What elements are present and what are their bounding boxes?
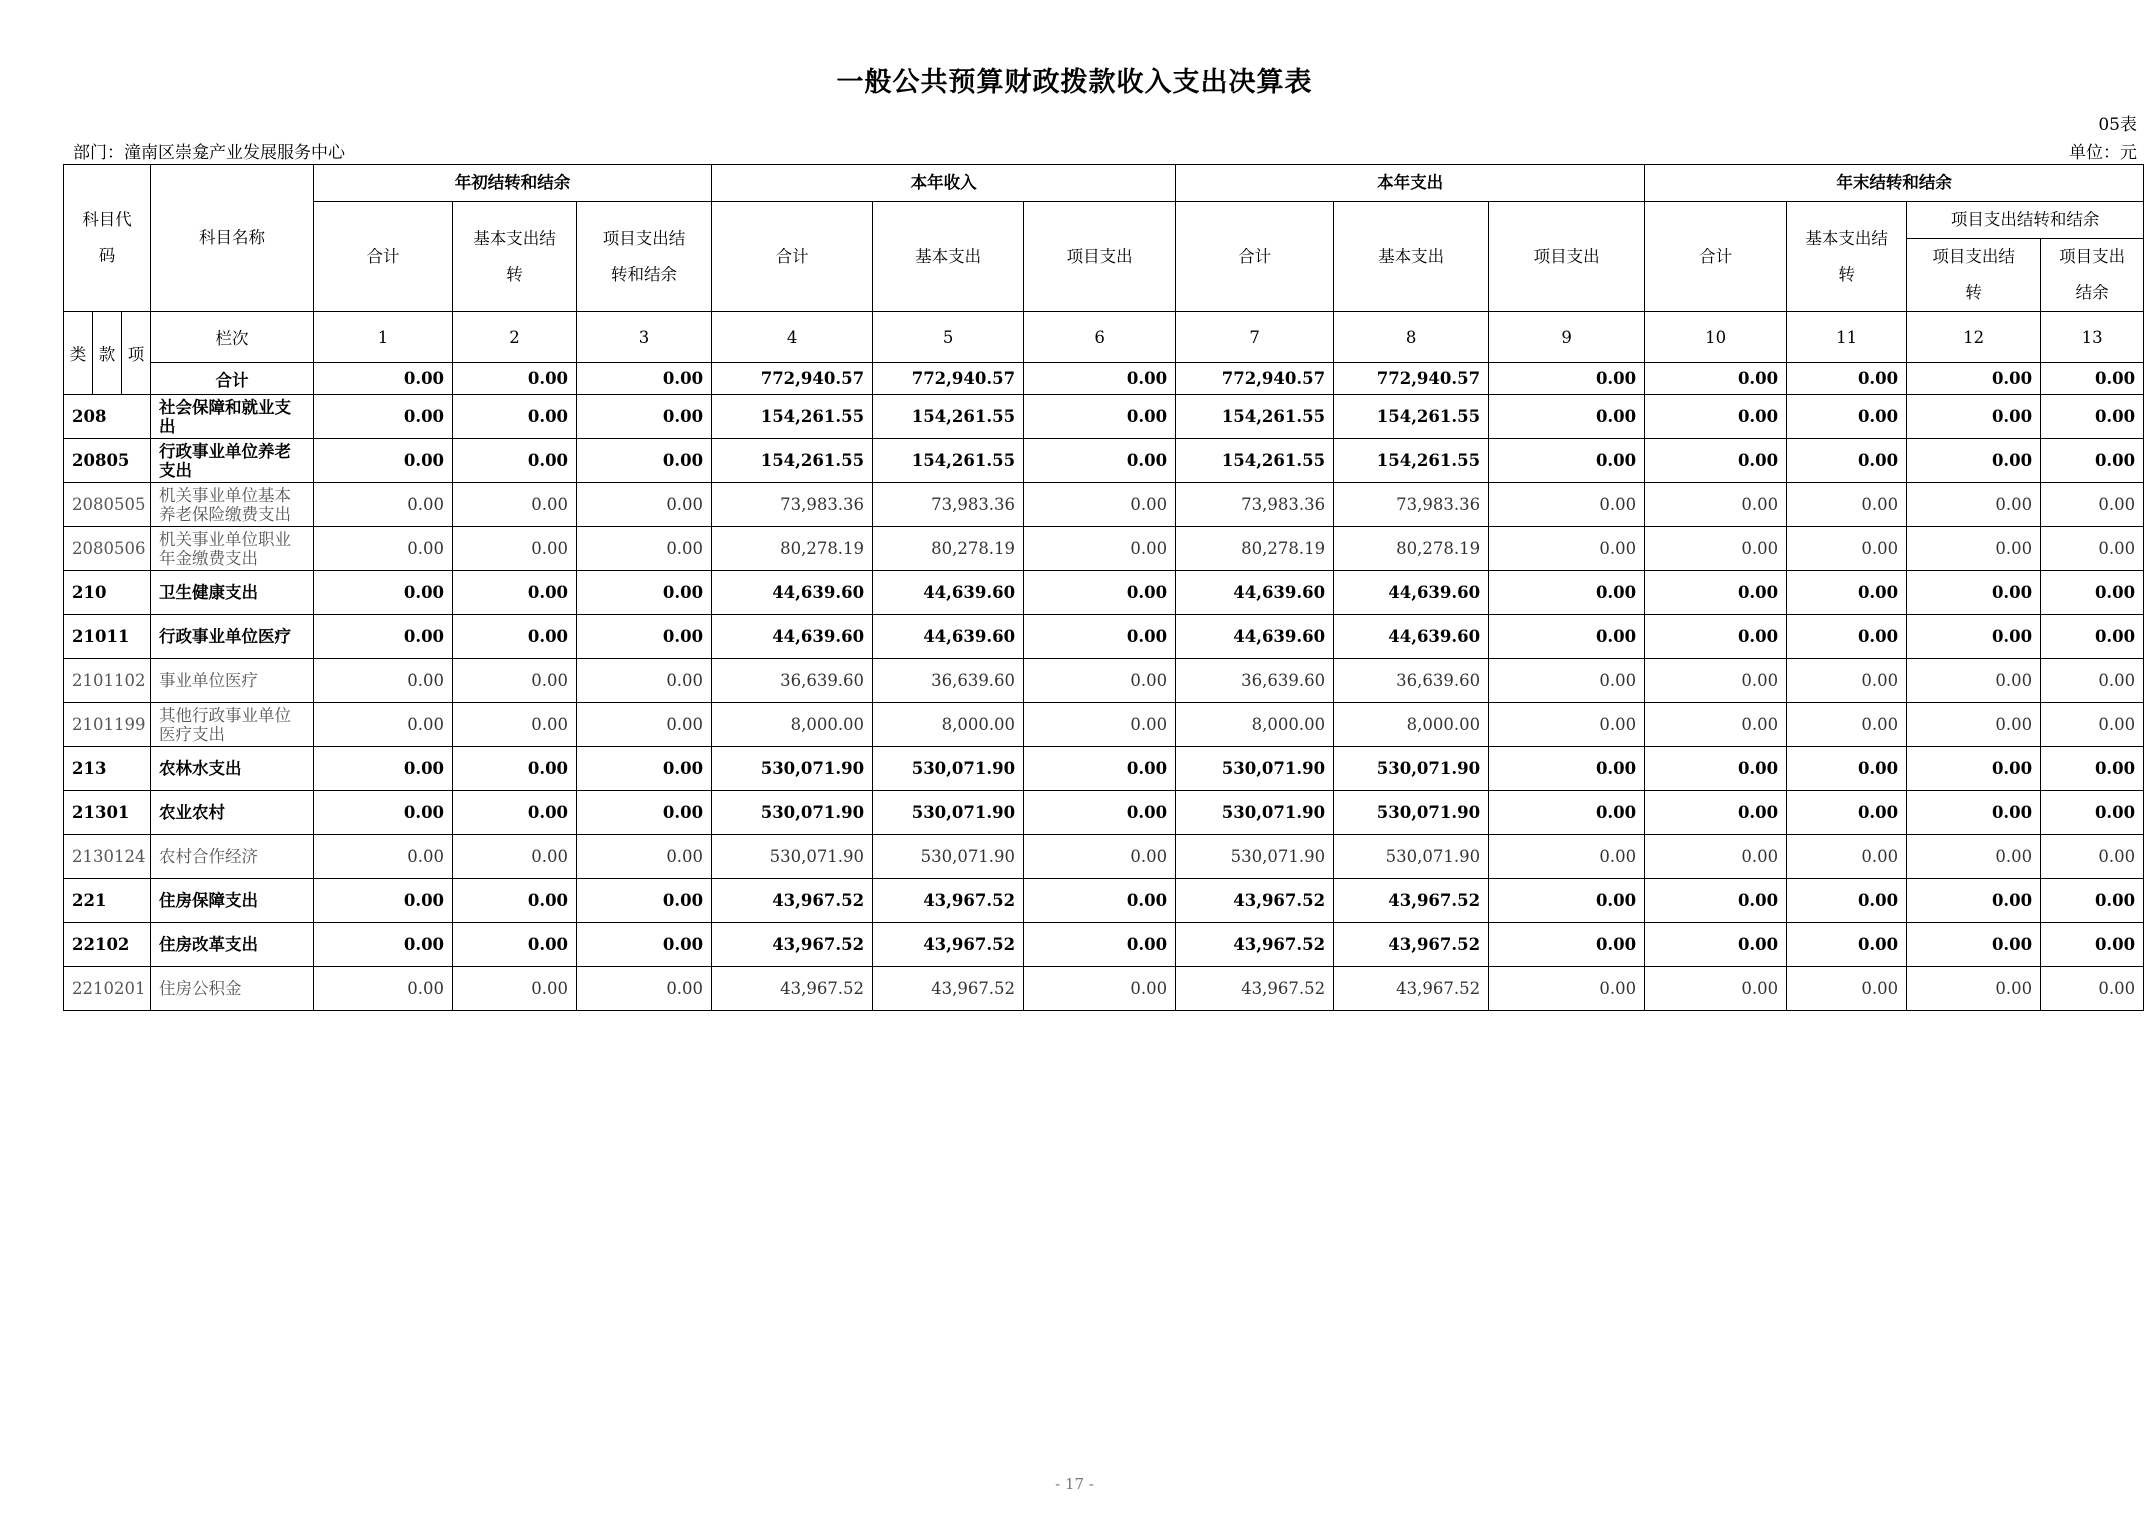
table-row — [64, 439, 2144, 483]
total-cell: 0.00 — [1024, 363, 1176, 395]
subject-name: 机关事业单位基本养老保险缴费支出 — [151, 483, 314, 527]
total-cell: 772,940.57 — [1176, 363, 1334, 395]
amount-cell: 0.00 — [1907, 527, 2041, 571]
amount-cell: 154,261.55 — [1334, 439, 1489, 483]
amount-cell: 36,639.60 — [712, 659, 873, 703]
amount-cell: 0.00 — [2041, 571, 2144, 615]
amount-cell: 0.00 — [1024, 615, 1176, 659]
amount-cell: 0.00 — [1645, 615, 1787, 659]
amount-cell: 0.00 — [1024, 395, 1176, 439]
subject-name: 农业农村 — [151, 791, 314, 835]
amount-cell: 0.00 — [2041, 835, 2144, 879]
col-number: 11 — [1787, 312, 1907, 363]
amount-cell: 530,071.90 — [873, 747, 1024, 791]
amount-cell: 530,071.90 — [712, 791, 873, 835]
amount-cell: 530,071.90 — [873, 835, 1024, 879]
amount-cell: 0.00 — [314, 527, 453, 571]
amount-cell: 0.00 — [577, 879, 712, 923]
amount-cell: 0.00 — [1489, 395, 1645, 439]
amount-cell: 43,967.52 — [1334, 967, 1489, 1011]
amount-cell: 0.00 — [1024, 747, 1176, 791]
unit-label: 单位： — [2069, 143, 2120, 163]
amount-cell: 0.00 — [1787, 791, 1907, 835]
table-row — [64, 483, 2144, 527]
amount-cell: 0.00 — [1024, 967, 1176, 1011]
amount-cell: 0.00 — [577, 439, 712, 483]
amount-cell: 0.00 — [1907, 659, 2041, 703]
amount-cell: 43,967.52 — [1176, 923, 1334, 967]
subject-code: 221 — [64, 879, 151, 923]
total-cell: 772,940.57 — [873, 363, 1024, 395]
amount-cell: 0.00 — [453, 439, 577, 483]
subject-code: 2130124 — [64, 835, 151, 879]
amount-cell: 0.00 — [1645, 659, 1787, 703]
amount-cell: 530,071.90 — [1176, 835, 1334, 879]
amount-cell: 0.00 — [577, 791, 712, 835]
header-group-begin: 年初结转和结余 — [314, 165, 712, 202]
amount-cell: 530,071.90 — [1176, 791, 1334, 835]
amount-cell: 0.00 — [314, 923, 453, 967]
amount-cell: 0.00 — [1489, 747, 1645, 791]
amount-cell: 0.00 — [1907, 835, 2041, 879]
amount-cell: 0.00 — [577, 747, 712, 791]
amount-cell: 154,261.55 — [1176, 395, 1334, 439]
amount-cell: 44,639.60 — [873, 571, 1024, 615]
amount-cell: 0.00 — [314, 703, 453, 747]
subject-code: 21011 — [64, 615, 151, 659]
amount-cell: 0.00 — [314, 659, 453, 703]
amount-cell: 0.00 — [2041, 615, 2144, 659]
amount-cell: 0.00 — [2041, 967, 2144, 1011]
header-xiang: 项 — [122, 312, 151, 395]
header-income-basic: 基本支出 — [873, 202, 1024, 312]
amount-cell: 43,967.52 — [1334, 879, 1489, 923]
table-row — [64, 659, 2144, 703]
amount-cell: 0.00 — [314, 791, 453, 835]
amount-cell: 0.00 — [1024, 703, 1176, 747]
table-row — [64, 879, 2144, 923]
unit-value: 元 — [2120, 143, 2137, 163]
subject-code: 2080505 — [64, 483, 151, 527]
col-number: 3 — [577, 312, 712, 363]
header-end-project-surplus: 项目支出 结余 — [2041, 239, 2144, 312]
header-expense-project: 项目支出 — [1489, 202, 1645, 312]
col-number: 12 — [1907, 312, 2041, 363]
amount-cell: 0.00 — [1907, 615, 2041, 659]
amount-cell: 0.00 — [453, 791, 577, 835]
amount-cell: 0.00 — [1489, 835, 1645, 879]
subject-name: 卫生健康支出 — [151, 571, 314, 615]
amount-cell: 154,261.55 — [1176, 439, 1334, 483]
amount-cell: 73,983.36 — [1176, 483, 1334, 527]
amount-cell: 0.00 — [1787, 439, 1907, 483]
amount-cell: 154,261.55 — [873, 439, 1024, 483]
amount-cell: 530,071.90 — [1176, 747, 1334, 791]
header-begin-total: 合计 — [314, 202, 453, 312]
amount-cell: 0.00 — [577, 483, 712, 527]
amount-cell: 80,278.19 — [1176, 527, 1334, 571]
amount-cell: 43,967.52 — [712, 923, 873, 967]
amount-cell: 0.00 — [453, 835, 577, 879]
amount-cell: 0.00 — [577, 835, 712, 879]
amount-cell: 0.00 — [453, 879, 577, 923]
total-cell: 0.00 — [577, 363, 712, 395]
amount-cell: 73,983.36 — [873, 483, 1024, 527]
col-number: 2 — [453, 312, 577, 363]
amount-cell: 0.00 — [1645, 791, 1787, 835]
amount-cell: 530,071.90 — [1334, 747, 1489, 791]
amount-cell: 44,639.60 — [712, 615, 873, 659]
amount-cell: 0.00 — [1024, 571, 1176, 615]
table-row — [64, 835, 2144, 879]
amount-cell: 154,261.55 — [873, 395, 1024, 439]
amount-cell: 0.00 — [1787, 879, 1907, 923]
table-row — [64, 747, 2144, 791]
header-lei: 类 — [64, 312, 93, 395]
header-subject-name: 科目名称 — [151, 165, 314, 312]
amount-cell: 36,639.60 — [1334, 659, 1489, 703]
amount-cell: 0.00 — [453, 747, 577, 791]
amount-cell: 0.00 — [577, 967, 712, 1011]
total-cell: 0.00 — [314, 363, 453, 395]
department-label: 部门： — [73, 143, 124, 163]
amount-cell: 530,071.90 — [712, 835, 873, 879]
amount-cell: 530,071.90 — [1334, 791, 1489, 835]
col-number: 5 — [873, 312, 1024, 363]
subject-name: 农村合作经济 — [151, 835, 314, 879]
subject-code: 2101102 — [64, 659, 151, 703]
amount-cell: 0.00 — [453, 483, 577, 527]
amount-cell: 0.00 — [2041, 659, 2144, 703]
header-group-end: 年末结转和结余 — [1645, 165, 2144, 202]
amount-cell: 0.00 — [1645, 439, 1787, 483]
amount-cell: 0.00 — [314, 967, 453, 1011]
amount-cell: 0.00 — [453, 571, 577, 615]
header-lanci: 栏次 — [151, 312, 314, 363]
amount-cell: 0.00 — [577, 703, 712, 747]
amount-cell: 0.00 — [1907, 967, 2041, 1011]
subject-code: 20805 — [64, 439, 151, 483]
amount-cell: 0.00 — [1645, 703, 1787, 747]
amount-cell: 0.00 — [453, 659, 577, 703]
amount-cell: 0.00 — [1787, 923, 1907, 967]
amount-cell: 0.00 — [1489, 571, 1645, 615]
amount-cell: 36,639.60 — [873, 659, 1024, 703]
header-begin-project-carry: 项目支出结 转和结余 — [577, 202, 712, 312]
amount-cell: 0.00 — [1024, 923, 1176, 967]
header-end-project-carry: 项目支出结 转 — [1907, 239, 2041, 312]
amount-cell: 0.00 — [1645, 571, 1787, 615]
amount-cell: 0.00 — [314, 615, 453, 659]
col-number: 8 — [1334, 312, 1489, 363]
total-cell: 0.00 — [2041, 363, 2144, 395]
total-cell: 0.00 — [1645, 363, 1787, 395]
amount-cell: 0.00 — [577, 527, 712, 571]
page-title: 一般公共预算财政拨款收入支出决算表 — [836, 67, 1313, 98]
amount-cell: 0.00 — [1489, 967, 1645, 1011]
amount-cell: 0.00 — [1787, 527, 1907, 571]
amount-cell: 0.00 — [1907, 747, 2041, 791]
amount-cell: 43,967.52 — [1176, 967, 1334, 1011]
col-number: 10 — [1645, 312, 1787, 363]
amount-cell: 0.00 — [453, 615, 577, 659]
header-income-project: 项目支出 — [1024, 202, 1176, 312]
total-cell: 772,940.57 — [712, 363, 873, 395]
amount-cell: 44,639.60 — [1176, 571, 1334, 615]
amount-cell: 0.00 — [1907, 879, 2041, 923]
amount-cell: 0.00 — [1787, 659, 1907, 703]
amount-cell: 73,983.36 — [1334, 483, 1489, 527]
amount-cell: 0.00 — [1907, 439, 2041, 483]
amount-cell: 44,639.60 — [1334, 571, 1489, 615]
amount-cell: 0.00 — [1907, 923, 2041, 967]
amount-cell: 0.00 — [1489, 879, 1645, 923]
amount-cell: 0.00 — [2041, 527, 2144, 571]
amount-cell: 0.00 — [1907, 791, 2041, 835]
amount-cell: 0.00 — [1489, 615, 1645, 659]
subject-code: 22102 — [64, 923, 151, 967]
total-cell: 0.00 — [1787, 363, 1907, 395]
amount-cell: 0.00 — [1489, 439, 1645, 483]
amount-cell: 0.00 — [314, 571, 453, 615]
amount-cell: 0.00 — [1489, 659, 1645, 703]
amount-cell: 0.00 — [2041, 923, 2144, 967]
amount-cell: 0.00 — [2041, 747, 2144, 791]
amount-cell: 0.00 — [577, 571, 712, 615]
amount-cell: 0.00 — [1489, 527, 1645, 571]
amount-cell: 8,000.00 — [1334, 703, 1489, 747]
table-row — [64, 791, 2144, 835]
amount-cell: 0.00 — [314, 747, 453, 791]
amount-cell: 0.00 — [314, 835, 453, 879]
amount-cell: 0.00 — [2041, 879, 2144, 923]
amount-cell: 154,261.55 — [712, 395, 873, 439]
budget-table — [63, 164, 2144, 1011]
header-group-income: 本年收入 — [712, 165, 1176, 202]
amount-cell: 0.00 — [1787, 835, 1907, 879]
amount-cell: 530,071.90 — [873, 791, 1024, 835]
amount-cell: 0.00 — [1024, 879, 1176, 923]
subject-code: 21301 — [64, 791, 151, 835]
amount-cell: 154,261.55 — [1334, 395, 1489, 439]
amount-cell: 0.00 — [453, 967, 577, 1011]
subject-code: 213 — [64, 747, 151, 791]
amount-cell: 0.00 — [453, 527, 577, 571]
amount-cell: 8,000.00 — [873, 703, 1024, 747]
page-number: - 17 - — [1055, 1475, 1094, 1493]
subject-code: 210 — [64, 571, 151, 615]
amount-cell: 43,967.52 — [1334, 923, 1489, 967]
col-number: 4 — [712, 312, 873, 363]
amount-cell: 0.00 — [1907, 703, 2041, 747]
amount-cell: 530,071.90 — [712, 747, 873, 791]
col-number: 6 — [1024, 312, 1176, 363]
amount-cell: 0.00 — [1787, 703, 1907, 747]
header-begin-basic-carry: 基本支出结 转 — [453, 202, 577, 312]
amount-cell: 0.00 — [1024, 527, 1176, 571]
subject-name: 住房保障支出 — [151, 879, 314, 923]
amount-cell: 0.00 — [1787, 571, 1907, 615]
amount-cell: 0.00 — [577, 615, 712, 659]
department-line — [73, 138, 345, 163]
amount-cell: 44,639.60 — [873, 615, 1024, 659]
subject-code: 2080506 — [64, 527, 151, 571]
amount-cell: 0.00 — [314, 879, 453, 923]
header-expense-total: 合计 — [1176, 202, 1334, 312]
header-subject-code: 科目代 码 — [64, 165, 151, 312]
subject-code: 2101199 — [64, 703, 151, 747]
header-end-project-group: 项目支出结转和结余 — [1907, 202, 2144, 239]
amount-cell: 0.00 — [1787, 395, 1907, 439]
amount-cell: 0.00 — [314, 395, 453, 439]
subject-name: 住房公积金 — [151, 967, 314, 1011]
amount-cell: 0.00 — [1489, 483, 1645, 527]
header-end-total: 合计 — [1645, 202, 1787, 312]
amount-cell: 0.00 — [1024, 483, 1176, 527]
amount-cell: 0.00 — [1907, 395, 2041, 439]
header-kuan: 款 — [93, 312, 122, 395]
amount-cell: 44,639.60 — [1176, 615, 1334, 659]
amount-cell: 8,000.00 — [712, 703, 873, 747]
table-row — [64, 395, 2144, 439]
table-row — [64, 967, 2144, 1011]
table-row — [64, 703, 2144, 747]
amount-cell: 0.00 — [1489, 923, 1645, 967]
amount-cell: 0.00 — [314, 439, 453, 483]
amount-cell: 0.00 — [2041, 439, 2144, 483]
col-number: 13 — [2041, 312, 2144, 363]
header-income-total: 合计 — [712, 202, 873, 312]
amount-cell: 0.00 — [1645, 483, 1787, 527]
amount-cell: 0.00 — [577, 659, 712, 703]
amount-cell: 8,000.00 — [1176, 703, 1334, 747]
unit-line — [2069, 138, 2137, 163]
subject-name: 农林水支出 — [151, 747, 314, 791]
amount-cell: 0.00 — [1024, 659, 1176, 703]
table-row — [64, 571, 2144, 615]
amount-cell: 0.00 — [1645, 747, 1787, 791]
amount-cell: 0.00 — [2041, 483, 2144, 527]
amount-cell: 0.00 — [1024, 439, 1176, 483]
amount-cell: 0.00 — [1787, 483, 1907, 527]
total-cell: 0.00 — [453, 363, 577, 395]
header-end-basic-carry: 基本支出结 转 — [1787, 202, 1907, 312]
subject-code: 2210201 — [64, 967, 151, 1011]
subject-name: 行政事业单位医疗 — [151, 615, 314, 659]
amount-cell: 0.00 — [1024, 791, 1176, 835]
total-cell: 0.00 — [1907, 363, 2041, 395]
header-expense-basic: 基本支出 — [1334, 202, 1489, 312]
amount-cell: 0.00 — [1787, 747, 1907, 791]
table-row — [64, 615, 2144, 659]
amount-cell: 0.00 — [1787, 967, 1907, 1011]
amount-cell: 44,639.60 — [1334, 615, 1489, 659]
amount-cell: 43,967.52 — [1176, 879, 1334, 923]
amount-cell: 0.00 — [1907, 483, 2041, 527]
amount-cell: 0.00 — [577, 923, 712, 967]
header-group-expense: 本年支出 — [1176, 165, 1645, 202]
amount-cell: 43,967.52 — [712, 967, 873, 1011]
department-name: 潼南区崇龛产业发展服务中心 — [124, 143, 345, 163]
amount-cell: 80,278.19 — [873, 527, 1024, 571]
amount-cell: 73,983.36 — [712, 483, 873, 527]
amount-cell: 0.00 — [453, 395, 577, 439]
amount-cell: 44,639.60 — [712, 571, 873, 615]
amount-cell: 43,967.52 — [873, 923, 1024, 967]
table-row — [64, 923, 2144, 967]
amount-cell: 80,278.19 — [1334, 527, 1489, 571]
subject-name: 机关事业单位职业年金缴费支出 — [151, 527, 314, 571]
amount-cell: 530,071.90 — [1334, 835, 1489, 879]
total-row-label: 合计 — [151, 363, 314, 395]
subject-code: 208 — [64, 395, 151, 439]
amount-cell: 0.00 — [1645, 923, 1787, 967]
amount-cell: 43,967.52 — [873, 879, 1024, 923]
amount-cell: 0.00 — [1907, 571, 2041, 615]
amount-cell: 0.00 — [1024, 835, 1176, 879]
amount-cell: 0.00 — [1489, 791, 1645, 835]
amount-cell: 0.00 — [1645, 879, 1787, 923]
amount-cell: 154,261.55 — [712, 439, 873, 483]
amount-cell: 36,639.60 — [1176, 659, 1334, 703]
table-row — [64, 527, 2144, 571]
subject-name: 行政事业单位养老支出 — [151, 439, 314, 483]
amount-cell: 0.00 — [1645, 395, 1787, 439]
amount-cell: 0.00 — [2041, 395, 2144, 439]
amount-cell: 0.00 — [453, 923, 577, 967]
amount-cell: 0.00 — [314, 483, 453, 527]
subject-name: 事业单位医疗 — [151, 659, 314, 703]
subject-name: 社会保障和就业支出 — [151, 395, 314, 439]
amount-cell: 43,967.52 — [873, 967, 1024, 1011]
amount-cell: 0.00 — [1489, 703, 1645, 747]
amount-cell: 0.00 — [1645, 835, 1787, 879]
amount-cell: 0.00 — [577, 395, 712, 439]
amount-cell: 0.00 — [1787, 615, 1907, 659]
subject-name: 其他行政事业单位医疗支出 — [151, 703, 314, 747]
subject-name: 住房改革支出 — [151, 923, 314, 967]
amount-cell: 0.00 — [2041, 791, 2144, 835]
form-number: 05表 — [2098, 115, 2137, 135]
total-cell: 0.00 — [1489, 363, 1645, 395]
amount-cell: 0.00 — [1645, 527, 1787, 571]
col-number: 1 — [314, 312, 453, 363]
col-number: 9 — [1489, 312, 1645, 363]
amount-cell: 0.00 — [2041, 703, 2144, 747]
amount-cell: 80,278.19 — [712, 527, 873, 571]
total-cell: 772,940.57 — [1334, 363, 1489, 395]
amount-cell: 43,967.52 — [712, 879, 873, 923]
col-number: 7 — [1176, 312, 1334, 363]
amount-cell: 0.00 — [1645, 967, 1787, 1011]
amount-cell: 0.00 — [453, 703, 577, 747]
